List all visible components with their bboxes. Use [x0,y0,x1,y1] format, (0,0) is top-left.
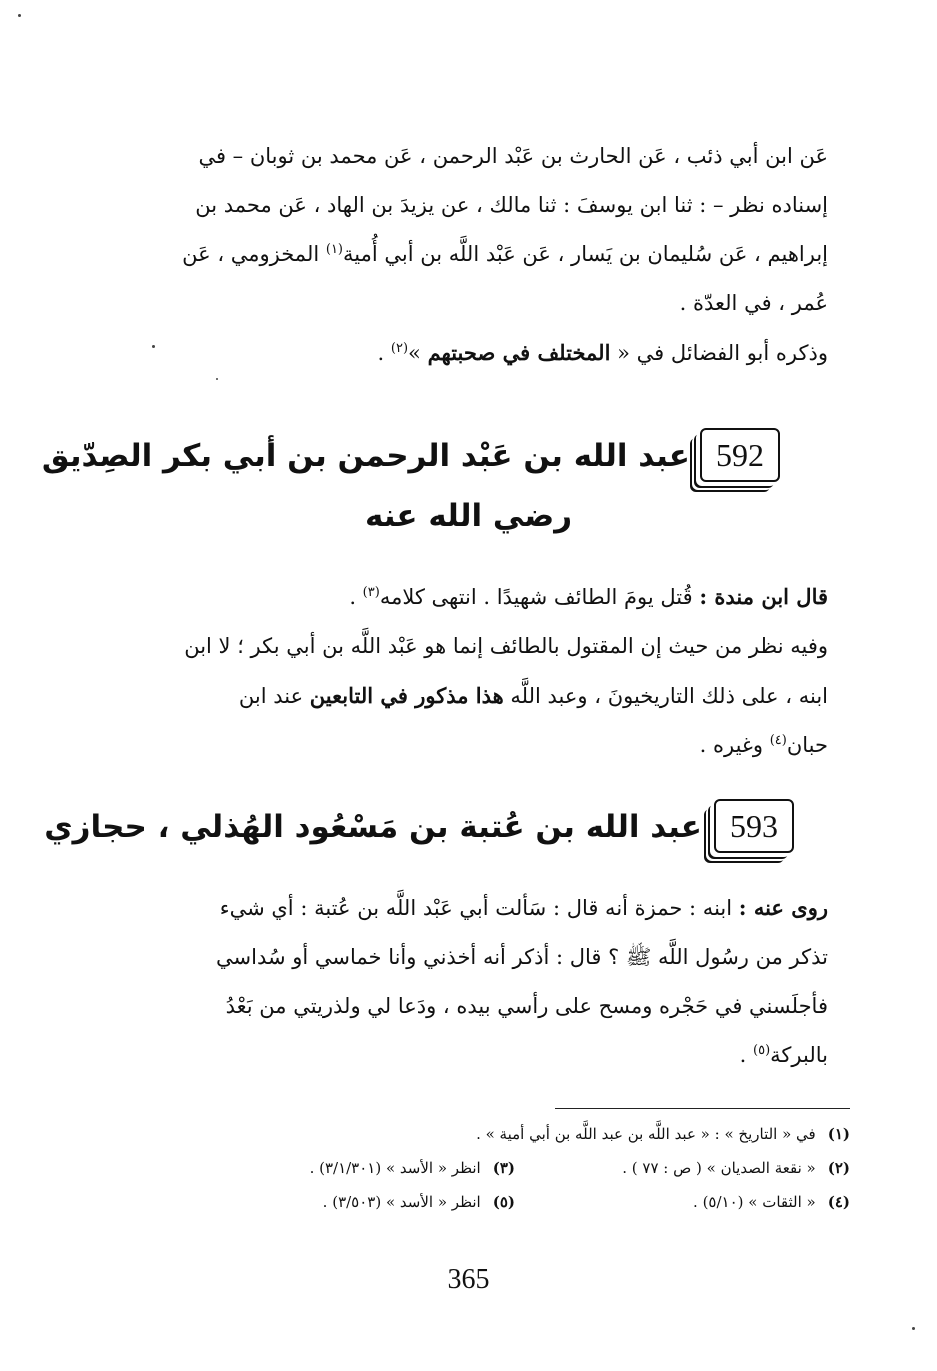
footnote-text: انظر « الأسد » (٣/١/٣٠١) . [309,1159,481,1177]
footnote-text: « نقعة الصديان » ( ص : ٧٧ ) . [622,1159,816,1177]
text-line: عَن ابن أبي ذئب ، عَن الحارث بن عَبْد الرحمن ، عَن محمد بن ثوبان – في [198,144,828,168]
text-line [100,328,828,378]
text-run: . [739,1043,754,1067]
text-run: إبراهيم ، عَن سُليمان بن يَسار ، عَن عَبْد اللَّه بن أبي أُمية [343,242,828,266]
text-run: ابنه ، على ذلك التاريخيونَ ، وعبد اللَّه [503,684,828,708]
footnote-row [180,1117,850,1151]
scan-speck [912,1327,915,1330]
footnote-number: (١) [827,1125,850,1143]
footnote-1 [476,1117,850,1151]
entry-title: عبد الله بن عَبْد الرحمن بن أبي بكر الصِدّيق [41,438,690,474]
previous-entry-text [100,132,828,378]
text-line [100,572,828,622]
text-line [100,883,828,933]
text-line [100,671,828,721]
text-run: . [377,341,391,365]
footnote-ref: (١) [325,242,343,257]
text-run: وغيره . [699,733,770,757]
text-line: إسناده نظر – : ثنا ابن يوسفَ : ثنا مالك ، عن يزيدَ بن الهاد ، عَن محمد بن [195,193,828,217]
entry-592-body [100,572,828,770]
entry-title-honorific: رضي الله عنه [364,498,573,534]
entry-593-body [100,883,828,1080]
text-line [100,230,828,279]
footnote-text: « الثقات » (٥/١٠) . [693,1193,816,1211]
text-run: ابنه : حمزة أنه قال : سَألت أبي عَبْد اللَّه بن عُتبة : أي شيء [219,896,739,920]
footnote-ref: (٢) [390,341,409,356]
footnote-ref: (٤) [769,733,787,748]
footnote-5 [180,1185,515,1219]
footnote-row [180,1151,850,1185]
footnote-ref: (٥) [753,1043,771,1058]
text-line [100,1031,828,1080]
footnote-number: (٥) [492,1193,515,1211]
text-line: عُمر ، في العدّة . [679,291,828,315]
scan-speck [18,14,21,17]
narrator-label: قال ابن مندة : [699,584,828,609]
text-run: . [349,585,363,609]
narrator-label: روى عنه : [738,895,828,920]
text-run: » [408,341,428,365]
footnote-row [180,1185,850,1219]
text-run: قُتل يومَ الطائف شهيدًا . انتهى كلامه [379,585,700,609]
text-line: وفيه نظر من حيث إن المقتول بالطائف إنما هو عَبْد اللَّه بن أبي بكر ؛ لا ابن [184,634,828,658]
footnote-number: (٢) [827,1159,850,1177]
footnote-number: (٤) [827,1193,850,1211]
footnote-separator [555,1108,850,1109]
text-run: وذكره أبو الفضائل في « [610,341,828,365]
entry-number-box: 592 [700,428,780,482]
text-run: حبان [786,733,828,757]
footnote-4 [515,1185,850,1219]
entry-number-box: 593 [714,799,794,853]
text-run: بالبركة [770,1043,828,1067]
text-line: فأجلَسني في حَجْره ومسح على رأسي بيده ، ودَعا لي ولذريتي من بَعْدُ [225,994,828,1018]
footnote-3 [180,1151,515,1185]
scan-speck [152,345,155,348]
text-line [100,721,828,770]
scan-speck [216,378,218,380]
footnote-number: (٣) [492,1159,515,1177]
footnotes [180,1117,850,1219]
entry-title: عبد الله بن عُتبة بن مَسْعُود الهُذلي ، حجازي [44,809,702,845]
text-run: عند ابن [238,684,310,708]
footnote-2 [515,1151,850,1185]
emphasis-text: هذا مذكور في التابعين [309,683,504,708]
text-line: تذكر من رسُول اللَّه ﷺ ؟ قال : أذكر أنه أخذني وأنا خماسي أو سُداسي [216,945,828,969]
footnote-ref: (٣) [362,585,380,600]
book-title: المختلف في صحبتهم [427,340,611,365]
page-number: 365 [447,1264,490,1295]
footnote-text: انظر « الأسد » (٣/٥٠٣) . [322,1193,481,1211]
text-run: المخزومي ، عَن [182,242,326,266]
footnote-text: في « التاريخ » : « عبد اللَّه بن عبد اللَّه بن أبي أمية » . [476,1125,816,1143]
